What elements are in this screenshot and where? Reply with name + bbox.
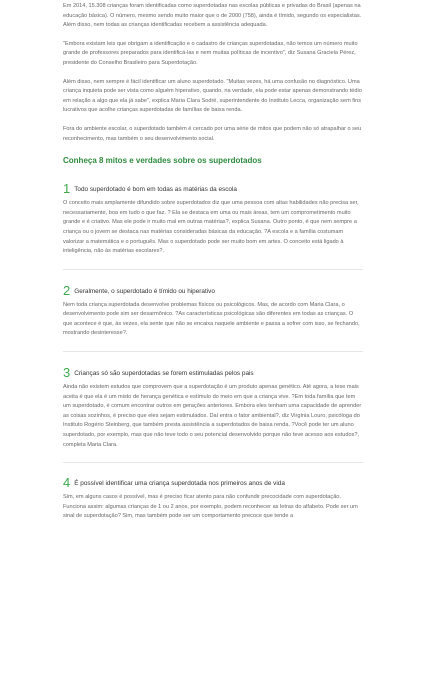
myth-title-row bbox=[63, 477, 363, 489]
myth-body: Sim, em alguns casos é possível, mas é preciso ficar atento para não confundir precocidade com superdotação. Funciona assim: algumas crianças de 1 ou 2 anos, por exemplo, podem reconhecer as letras do alfabeto. Pode ser um sinal de superdotação? Sim, mas também pode ser um comportamento precoce que tende a bbox=[63, 494, 358, 520]
divider bbox=[63, 269, 363, 270]
intro-paragraph: Fora do ambiente escolar, o superdotado também é cercado por uma série de mitos que podem não só atrapalhar o seu reconhecimento, mas também o seu desenvolvimento social. bbox=[63, 125, 362, 142]
myth-body: Ainda não existem estudos que comprovem que a superdotação é um produto apenas genético. Até agora, a tese mais aceita é que ela é um misto de herança genética e estímulo do meio em que a criança vive. ?Em toda família que tem um superdotado, é comum encontrar outros em gerações anteriores. Embora eles tenham uma capacidade de aprender as coisas sozinhos, é preciso que eles sejam estimulados. Daí entra o fator ambiental?, diz Virgínia Louro, psicóloga do Instituto Rogério Steinberg, que também presta assistência a superdotados de baixa renda. ?Você pode ter um aluno superdotado, por exemplo, mas que não teve todo o seu potencial desenvolvido porque não teve acesso aos estudos?, completa Maria Clara. bbox=[63, 384, 362, 448]
article-content bbox=[63, 2, 363, 531]
myth-item bbox=[63, 284, 363, 339]
myth-number: 4 bbox=[63, 475, 71, 491]
myth-body: O conceito mais amplamente difundido sobre superdotados diz que uma pessoa com altas habilidades não precisa ser, necessariamente, boa em tudo o que faz. ? Ela se destaca em uma ou mais áreas, tem um comprometimento muito grande e é criativo. Mas ele pode ir muito mal em outras matérias?, explica Susana. Outro ponto, é que nem sempre a criança ou o jovem se destaca nas matérias consideradas básicas da educação. ?A escola e a família costumam valorizar a matemática e o português. Mas o superdotado pode ser muito bom em artes. O conceito está ligado à inteligência, não às matérias escolares?. bbox=[63, 200, 359, 255]
myth-body: Nem toda criança superdotada desenvolve problemas físicos ou psicológicos. Mas, de acordo com Maria Clara, o desenvolvimento pode sim ser desarmônico. ?As características psicológicas são diferentes em todas as crianças. O que acontece é que, às vezes, ela sente que não se encaixa naquele ambiente e passa a sofrer com isso, se fechando, mostrando desinteresse?. bbox=[63, 301, 360, 337]
myth-item bbox=[63, 182, 363, 257]
section-heading: Conheça 8 mitos e verdades sobre os superdotados bbox=[63, 156, 262, 166]
myth-number: 1 bbox=[63, 181, 71, 197]
intro-paragraph: Em 2014, 15.308 crianças foram identificadas como superdotadas nas escolas públicas e privadas do Brasil (apenas na educação básica). O número, mesmo sendo muito maior que o de 2000 (758), ainda é tímido, segundo os especialistas. Além disso, nem todas as crianças identificadas recebem a assistência adequada. bbox=[63, 3, 362, 29]
myth-title-row bbox=[63, 366, 363, 379]
myth-title: Crianças só são superdotadas se forem estimuladas pelos pais bbox=[74, 370, 254, 378]
myth-title-row bbox=[63, 284, 363, 297]
myth-title: Todo superdotado é bom em todas as matérias da escola bbox=[74, 186, 237, 194]
myth-title-row bbox=[63, 182, 363, 195]
myth-number: 3 bbox=[63, 365, 71, 381]
divider bbox=[63, 351, 363, 352]
myth-item bbox=[63, 366, 363, 450]
myth-title: É possível identificar uma criança superdotada nos primeiros anos de vida bbox=[74, 480, 285, 488]
myth-number: 2 bbox=[63, 282, 71, 298]
intro-paragraph: "Embora existam leis que obrigam a identificação e o cadastro de crianças superdotadas, não temos um número muito grande de professores preparados para identificá-las e nem muitas políticas de incentivo", diz Susana Graciela Pérez, presidente do Conselho Brasileiro para Superdotação. bbox=[63, 40, 358, 66]
divider bbox=[63, 462, 363, 463]
myth-title: Geralmente, o superdotado é tímido ou hiperativo bbox=[74, 287, 215, 295]
intro-paragraph: Além disso, nem sempre é fácil identificar um aluno superdotado. "Muitas vezes, há uma confusão no diagnóstico. Uma criança inquieta pode ser vista como alguém hiperativo, quando, na verdade, ela pode estar apenas demonstrando tédio em relação a algo que ela já sabe", explica Maria Clara Sodré, superintendente do Instituto Lecca, organização sem fins lucrativos que acolhe crianças superdotadas de famílias de baixa renda. bbox=[63, 78, 362, 114]
myth-item bbox=[63, 477, 363, 522]
